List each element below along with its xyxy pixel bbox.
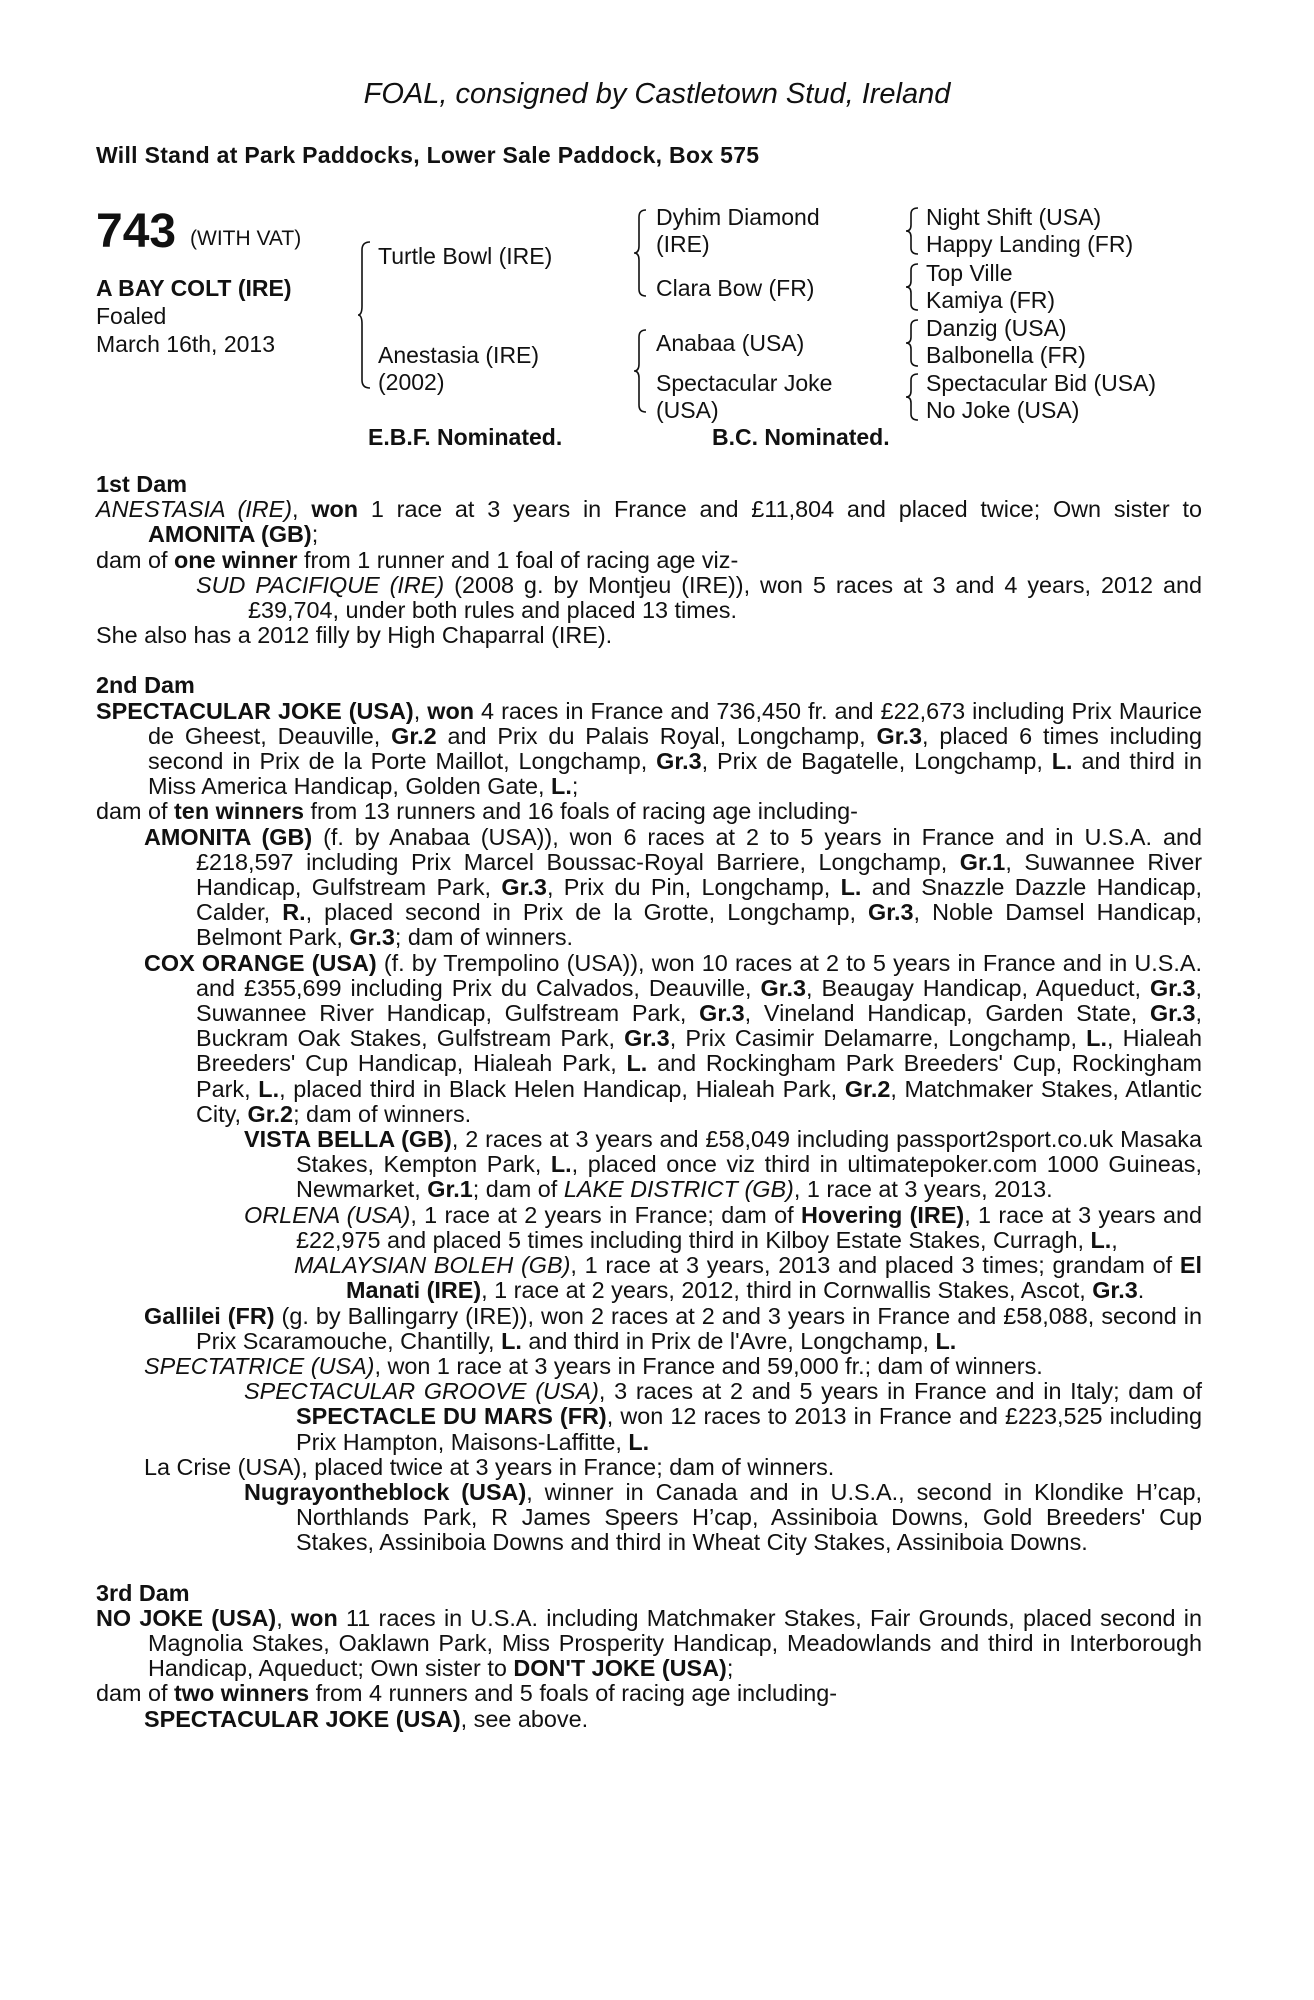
progeny-malaysian-boleh: MALAYSIAN BOLEH (GB), 1 race at 3 years, 2013 and placed 3 times; grandam of El Manati (IRE), 1 race at 2 years, 2012, third in Cornwallis Stakes, Ascot, Gr.3.	[294, 1252, 1202, 1304]
second-dam-produce: dam of ten winners from 13 runners and 16 foals of racing age including-	[96, 798, 858, 825]
ebf-nomination: E.B.F. Nominated.	[368, 424, 563, 450]
second-dam-record: SPECTACULAR JOKE (USA), won 4 races in France and 736,450 fr. and £22,673 including Prix Maurice de Gheest, Deauville, Gr.2 and Prix du Palais Royal, Longchamp, Gr.3, placed 6 times including second in Prix de la Porte Maillot, Longchamp, Gr.3, Prix de Bagatelle, Longchamp, L. and third in Miss America Handicap, Golden Gate, L.;	[96, 697, 1203, 800]
progeny-cox-orange: COX ORANGE (USA) (f. by Trempolino (USA)), won 10 races at 2 to 5 years in France and in U.S.A. and £355,699 including Prix du Calvados, Deauville, Gr.3, Beaugay Handicap, Aqueduct, Gr.3, Suwannee River Handicap, Gulfstream Park, Gr.3, Vineland Handicap, Garden State, Gr.3, Buckram Oak Stakes, Gulfstream Park, Gr.3, Prix Casimir Delamarre, Longchamp, L., Hialeah Breeders' Cup Handicap, Hialeah Park, L. and Rockingham Park Breeders' Cup, Rockingham Park, L., placed third in Black Helen Handicap, Hialeah Park, Gr.2, Matchmaker Stakes, Atlantic City, Gr.2; dam of winners.	[144, 949, 1202, 1127]
pedigree-bracket-g1	[906, 206, 920, 256]
horse-description: A BAY COLT (IRE)	[96, 275, 292, 301]
sale-location: Will Stand at Park Paddocks, Lower Sale Paddock, Box 575	[96, 142, 760, 168]
progeny-spectatrice: SPECTATRICE (USA), won 1 race at 3 years in France and 59,000 fr.; dam of winners.	[144, 1352, 1043, 1379]
progeny-vista-bella: VISTA BELLA (GB), 2 races at 3 years and £58,049 including passport2sport.co.uk Masaka Stakes, Kempton Park, L., placed once viz third in ultimatepoker.com 1000 Guineas, Newmarket, Gr.1; dam of LAKE DISTRICT (GB), 1 race at 3 years, 2013.	[244, 1126, 1203, 1203]
pedigree-g8: No Joke (USA)	[926, 397, 1080, 423]
consignment-line: FOAL, consigned by Castletown Stud, Ireland	[363, 78, 951, 110]
pedigree-sire: Turtle Bowl (IRE)	[378, 243, 553, 269]
pedigree-g5: Danzig (USA)	[926, 315, 1067, 341]
progeny-amonita: AMONITA (GB) (f. by Anabaa (USA)), won 6 races at 2 to 5 years in France and in U.S.A. and £218,597 including Prix Marcel Boussac-Royal Barriere, Longchamp, Gr.1, Suwannee River Handicap, Gulfstream Park, Gr.3, Prix du Pin, Longchamp, L. and Snazzle Dazzle Handicap, Calder, R., placed second in Prix de la Grotte, Longchamp, Gr.3, Noble Damsel Handicap, Belmont Park, Gr.3; dam of winners.	[144, 823, 1202, 951]
first-dam-heading: 1st Dam	[96, 471, 188, 497]
progeny-orlena: ORLENA (USA), 1 race at 2 years in France; dam of Hovering (IRE), 1 race at 3 years and £22,975 and placed 5 times including third in Kilboy Estate Stakes, Curragh, L.,	[244, 1201, 1202, 1253]
progeny-spectacular-groove: SPECTACULAR GROOVE (USA), 3 races at 2 and 5 years in France and in Italy; dam of SPECTACLE DU MARS (FR), won 12 races to 2013 in France and £223,525 including Prix Hampton, Maisons-Laffitte, L.	[244, 1378, 1203, 1455]
pedigree-bracket-g2	[906, 262, 920, 312]
pedigree-notes	[96, 472, 1202, 1732]
pedigree-g2: Happy Landing (FR)	[926, 231, 1134, 257]
bc-nomination: B.C. Nominated.	[712, 424, 890, 450]
pedigree-bracket-dam	[634, 328, 648, 414]
second-dam-heading: 2nd Dam	[96, 672, 195, 699]
pedigree-g4: Kamiya (FR)	[926, 287, 1056, 313]
pedigree-sire-dam: Clara Bow (FR)	[656, 275, 815, 301]
foaled-info: Foaled March 16th, 2013	[96, 303, 276, 357]
pedigree-bracket-main	[358, 240, 372, 390]
pedigree-bracket-g4	[906, 372, 920, 422]
pedigree-bracket-sire	[634, 208, 648, 298]
pedigree-dam-sire: Anabaa (USA)	[656, 330, 805, 356]
third-dam-record: NO JOKE (USA), won 11 races in U.S.A. including Matchmaker Stakes, Fair Grounds, placed second in Magnolia Stakes, Oaklawn Park, Miss Prosperity Handicap, Meadowlands and third in Interborough Handicap, Aqueduct; Own sister to DON'T JOKE (USA);	[96, 1604, 1202, 1682]
first-dam-progeny: SUD PACIFIQUE (IRE) (2008 g. by Montjeu (IRE)), won 5 races at 3 and 4 years, 2012 and £39,704, under both rules and placed 13 times.	[196, 571, 1202, 624]
first-dam-also: She also has a 2012 filly by High Chaparral (IRE).	[96, 622, 613, 649]
first-dam-record: ANESTASIA (IRE), won 1 race at 3 years in France and £11,804 and placed twice; Own sister to AMONITA (GB);	[96, 496, 1202, 548]
lot-number: 743	[96, 205, 177, 258]
third-dam-heading: 3rd Dam	[96, 1579, 190, 1606]
progeny-nugrayontheblock: Nugrayontheblock (USA), winner in Canada and in U.S.A., second in Klondike H’cap, Northlands Park, R James Speers H’cap, Assiniboia Downs, Gold Breeders' Cup Stakes, Assiniboia Downs and third in Wheat City Stakes, Assiniboia Downs.	[244, 1478, 1202, 1556]
pedigree-bracket-g3	[906, 318, 920, 368]
third-dam-progeny: SPECTACULAR JOKE (USA), see above.	[144, 1705, 589, 1732]
pedigree-g7: Spectacular Bid (USA)	[926, 370, 1157, 396]
vat-label: (WITH VAT)	[190, 227, 302, 250]
pedigree-g6: Balbonella (FR)	[926, 342, 1086, 368]
pedigree-dam-dam: Spectacular Joke (USA)	[656, 370, 833, 423]
first-dam-produce: dam of one winner from 1 runner and 1 foal of racing age viz-	[96, 546, 739, 573]
pedigree-dam: Anestasia (IRE) (2002)	[378, 342, 540, 395]
pedigree-g3: Top Ville	[926, 260, 1013, 286]
progeny-gallilei: Gallilei (FR) (g. by Ballingarry (IRE)), won 2 races at 2 and 3 years in France and £58,088, second in Prix Scaramouche, Chantilly, L. and third in Prix de l'Avre, Longchamp, L.	[144, 1302, 1202, 1354]
pedigree-sire-sire: Dyhim Diamond (IRE)	[656, 204, 820, 257]
third-dam-produce: dam of two winners from 4 runners and 5 foals of racing age including-	[96, 1680, 838, 1707]
pedigree-g1: Night Shift (USA)	[926, 204, 1102, 230]
progeny-la-crise: La Crise (USA), placed twice at 3 years in France; dam of winners.	[144, 1453, 835, 1480]
